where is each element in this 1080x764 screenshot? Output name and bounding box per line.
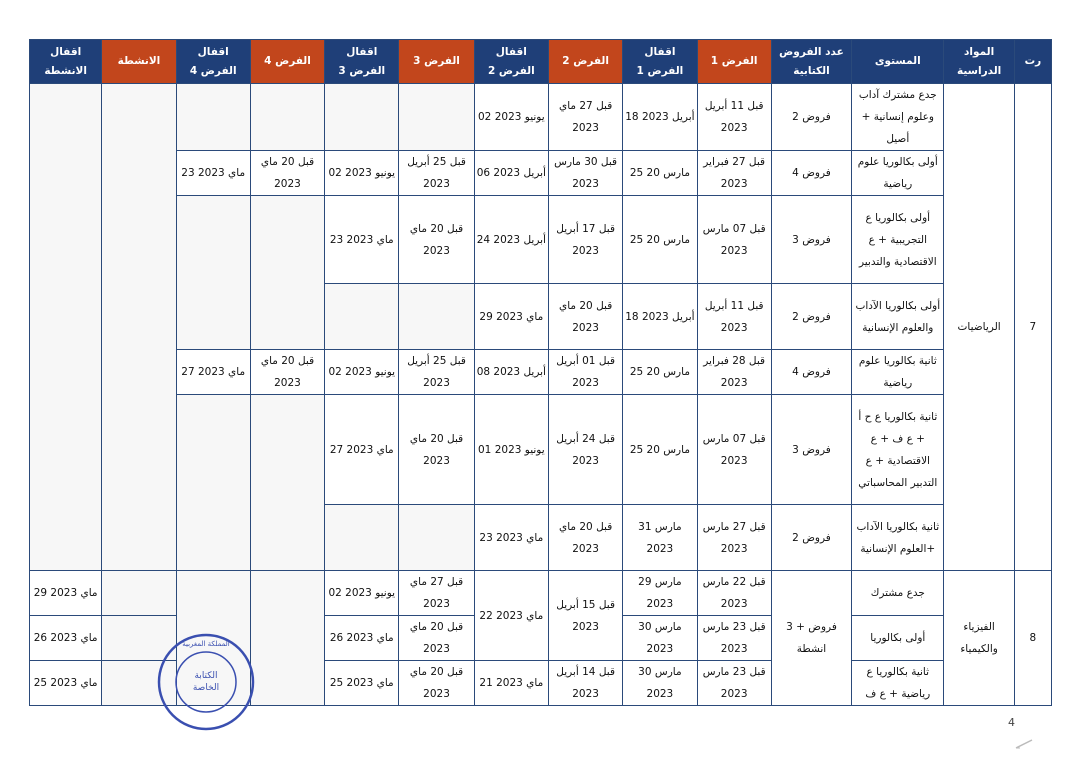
math-activities <box>102 84 176 571</box>
close-activities-cell: 25 ماي 2023 <box>30 661 102 706</box>
close-activities-cell: 29 ماي 2023 <box>30 571 102 616</box>
exam1-cell: قبل 28 فبراير 2023 <box>697 350 771 395</box>
exam3-cell: قبل 25 أبريل 2023 <box>399 151 474 196</box>
close1-cell: 18 أبريل 2023 <box>623 84 697 151</box>
math-close-activities <box>30 84 102 571</box>
header-close1: اقفال الفرض 1 <box>623 40 697 84</box>
exam1-cell: قبل 07 مارس 2023 <box>697 196 771 284</box>
close3-cell: 26 ماي 2023 <box>325 616 399 661</box>
table-cell <box>250 196 324 350</box>
table-cell <box>399 84 474 151</box>
close3-cell: 02 يونيو 2023 <box>325 151 399 196</box>
close2-cell: 22 ماي 2023 <box>474 571 548 661</box>
stamp-text: الكتابة <box>194 671 218 681</box>
level-cell: أولى بكالوريا علوم رياضية <box>852 151 944 196</box>
header-subject: المواد الدراسية <box>944 40 1014 84</box>
pen-icon <box>1014 738 1036 750</box>
close1-cell: 18 أبريل 2023 <box>623 284 697 350</box>
table-cell <box>176 395 250 571</box>
close3-cell: 27 ماي 2023 <box>325 395 399 505</box>
exam2-cell: قبل 27 ماي 2023 <box>548 84 622 151</box>
level-cell: أولى بكالوريا ع التجريبية + ع الاقتصادية والتدبير <box>852 196 944 284</box>
table-cell <box>399 505 474 571</box>
close2-cell: 29 ماي 2023 <box>474 284 548 350</box>
close1-cell: 31 مارس 2023 <box>623 505 697 571</box>
exam1-cell: قبل 23 مارس 2023 <box>697 661 771 706</box>
header-close4: اقفال الفرض 4 <box>176 40 250 84</box>
level-cell: ثانية بكالوريا ع رياضية + ع ف <box>852 661 944 706</box>
close2-cell: 02 يونيو 2023 <box>474 84 548 151</box>
level-cell: ثانية بكالوريا علوم رياضية <box>852 350 944 395</box>
count-cell: 2 فروض <box>771 284 851 350</box>
stamp-outer-ring <box>159 635 253 729</box>
exam3-cell: قبل 27 ماي 2023 <box>399 571 474 616</box>
level-cell: أولى بكالوريا <box>852 616 944 661</box>
close4-cell: 27 ماي 2023 <box>176 350 250 395</box>
header-exam4: الفرض 4 <box>250 40 324 84</box>
table-cell <box>176 84 250 151</box>
page-number: 4 <box>1008 716 1015 729</box>
header-exam3: الفرض 3 <box>399 40 474 84</box>
header-level: المستوى <box>852 40 944 84</box>
level-cell: أولى بكالوريا الآداب والعلوم الإنسانية <box>852 284 944 350</box>
rank-cell: 8 <box>1014 571 1051 706</box>
table-cell <box>325 505 399 571</box>
count-cell: 2 فروض <box>771 84 851 151</box>
close3-cell: 23 ماي 2023 <box>325 196 399 284</box>
close2-cell: 06 أبريل 2023 <box>474 151 548 196</box>
exam4-cell: قبل 20 ماي 2023 <box>250 350 324 395</box>
header-row <box>30 40 1052 84</box>
header-exam2: الفرض 2 <box>548 40 622 84</box>
exam2-cell: قبل 15 أبريل 2023 <box>548 571 622 661</box>
exam4-cell: قبل 20 ماي 2023 <box>250 151 324 196</box>
stamp-text: المملكة المغربية <box>182 640 230 648</box>
table-cell <box>325 84 399 151</box>
exam3-cell: قبل 20 ماي 2023 <box>399 661 474 706</box>
count-cell: 3 فروض <box>771 196 851 284</box>
close2-cell: 08 أبريل 2023 <box>474 350 548 395</box>
table-row <box>30 571 1052 616</box>
exam1-cell: قبل 27 فبراير 2023 <box>697 151 771 196</box>
close1-cell: 25 مارس 20 <box>623 350 697 395</box>
stamp-text: الخاصة <box>192 683 220 693</box>
exam2-cell: قبل 20 ماي 2023 <box>548 505 622 571</box>
exam1-cell: قبل 07 مارس 2023 <box>697 395 771 505</box>
count-cell: 4 فروض <box>771 151 851 196</box>
close1-cell: 25 مارس 20 <box>623 196 697 284</box>
activities-cell <box>102 571 176 616</box>
close2-cell: 01 يونيو 2023 <box>474 395 548 505</box>
header-count: عدد الفروض الكتابية <box>771 40 851 84</box>
subject-cell: الفيزياء والكيمياء <box>944 571 1014 706</box>
exam2-cell: قبل 01 أبريل 2023 <box>548 350 622 395</box>
rank-cell: 7 <box>1014 84 1051 571</box>
table-row <box>30 151 1052 196</box>
close3-cell: 02 يونيو 2023 <box>325 350 399 395</box>
exam3-cell: قبل 25 أبريل 2023 <box>399 350 474 395</box>
exam2-cell: قبل 14 أبريل 2023 <box>548 661 622 706</box>
close1-cell: 29 مارس 2023 <box>623 571 697 616</box>
close2-cell: 24 أبريل 2023 <box>474 196 548 284</box>
exam1-cell: قبل 22 مارس 2023 <box>697 571 771 616</box>
count-cell: 3 فروض <box>771 395 851 505</box>
count-cell: 4 فروض <box>771 350 851 395</box>
exam3-cell: قبل 20 ماي 2023 <box>399 616 474 661</box>
close1-cell: 25 مارس 20 <box>623 395 697 505</box>
header-rank: رت <box>1014 40 1051 84</box>
exam3-cell: قبل 20 ماي 2023 <box>399 395 474 505</box>
exam3-cell: قبل 20 ماي 2023 <box>399 196 474 284</box>
table-cell <box>325 284 399 350</box>
exam1-cell: قبل 11 أبريل 2023 <box>697 284 771 350</box>
header-close3: اقفال الفرض 3 <box>325 40 399 84</box>
count-cell: 3 فروض + انشطة <box>771 571 851 706</box>
close1-cell: 25 مارس 20 <box>623 151 697 196</box>
schedule-table <box>29 39 1052 706</box>
table-cell <box>250 84 324 151</box>
header-exam1: الفرض 1 <box>697 40 771 84</box>
exam2-cell: قبل 17 أبريل 2023 <box>548 196 622 284</box>
exam1-cell: قبل 27 مارس 2023 <box>697 505 771 571</box>
count-cell: 2 فروض <box>771 505 851 571</box>
level-cell: جدع مشترك آداب وعلوم إنسانية + أصيل <box>852 84 944 151</box>
subject-cell: الرياضيات <box>944 84 1014 571</box>
table-row <box>30 350 1052 395</box>
exam2-cell: قبل 24 أبريل 2023 <box>548 395 622 505</box>
close1-cell: 30 مارس 2023 <box>623 616 697 661</box>
table-cell <box>399 284 474 350</box>
level-cell: جدع مشترك <box>852 571 944 616</box>
close1-cell: 30 مارس 2023 <box>623 661 697 706</box>
table-cell <box>250 395 324 571</box>
close4-cell: 23 ماي 2023 <box>176 151 250 196</box>
header-close2: اقفال الفرض 2 <box>474 40 548 84</box>
level-cell: ثانية بكالوريا ع ح أ + ع ف + ع الاقتصادية + ع التدبير المحاسباتي <box>852 395 944 505</box>
close2-cell: 21 ماي 2023 <box>474 661 548 706</box>
header-close-activities: اقفال الانشطة <box>30 40 102 84</box>
close2-cell: 23 ماي 2023 <box>474 505 548 571</box>
table-cell <box>250 571 324 706</box>
table-row <box>30 84 1052 151</box>
header-activities: الانشطة <box>102 40 176 84</box>
exam2-cell: قبل 20 ماي 2023 <box>548 284 622 350</box>
exam2-cell: قبل 30 مارس 2023 <box>548 151 622 196</box>
close3-cell: 02 يونيو 2023 <box>325 571 399 616</box>
close-activities-cell: 26 ماي 2023 <box>30 616 102 661</box>
official-stamp <box>156 632 256 732</box>
exam1-cell: قبل 11 أبريل 2023 <box>697 84 771 151</box>
level-cell: ثانية بكالوريا الآداب +العلوم الإنسانية <box>852 505 944 571</box>
exam1-cell: قبل 23 مارس 2023 <box>697 616 771 661</box>
table-row <box>30 196 1052 284</box>
table-cell <box>176 196 250 350</box>
stamp-inner-ring <box>176 652 236 712</box>
table-row <box>30 395 1052 505</box>
close3-cell: 25 ماي 2023 <box>325 661 399 706</box>
